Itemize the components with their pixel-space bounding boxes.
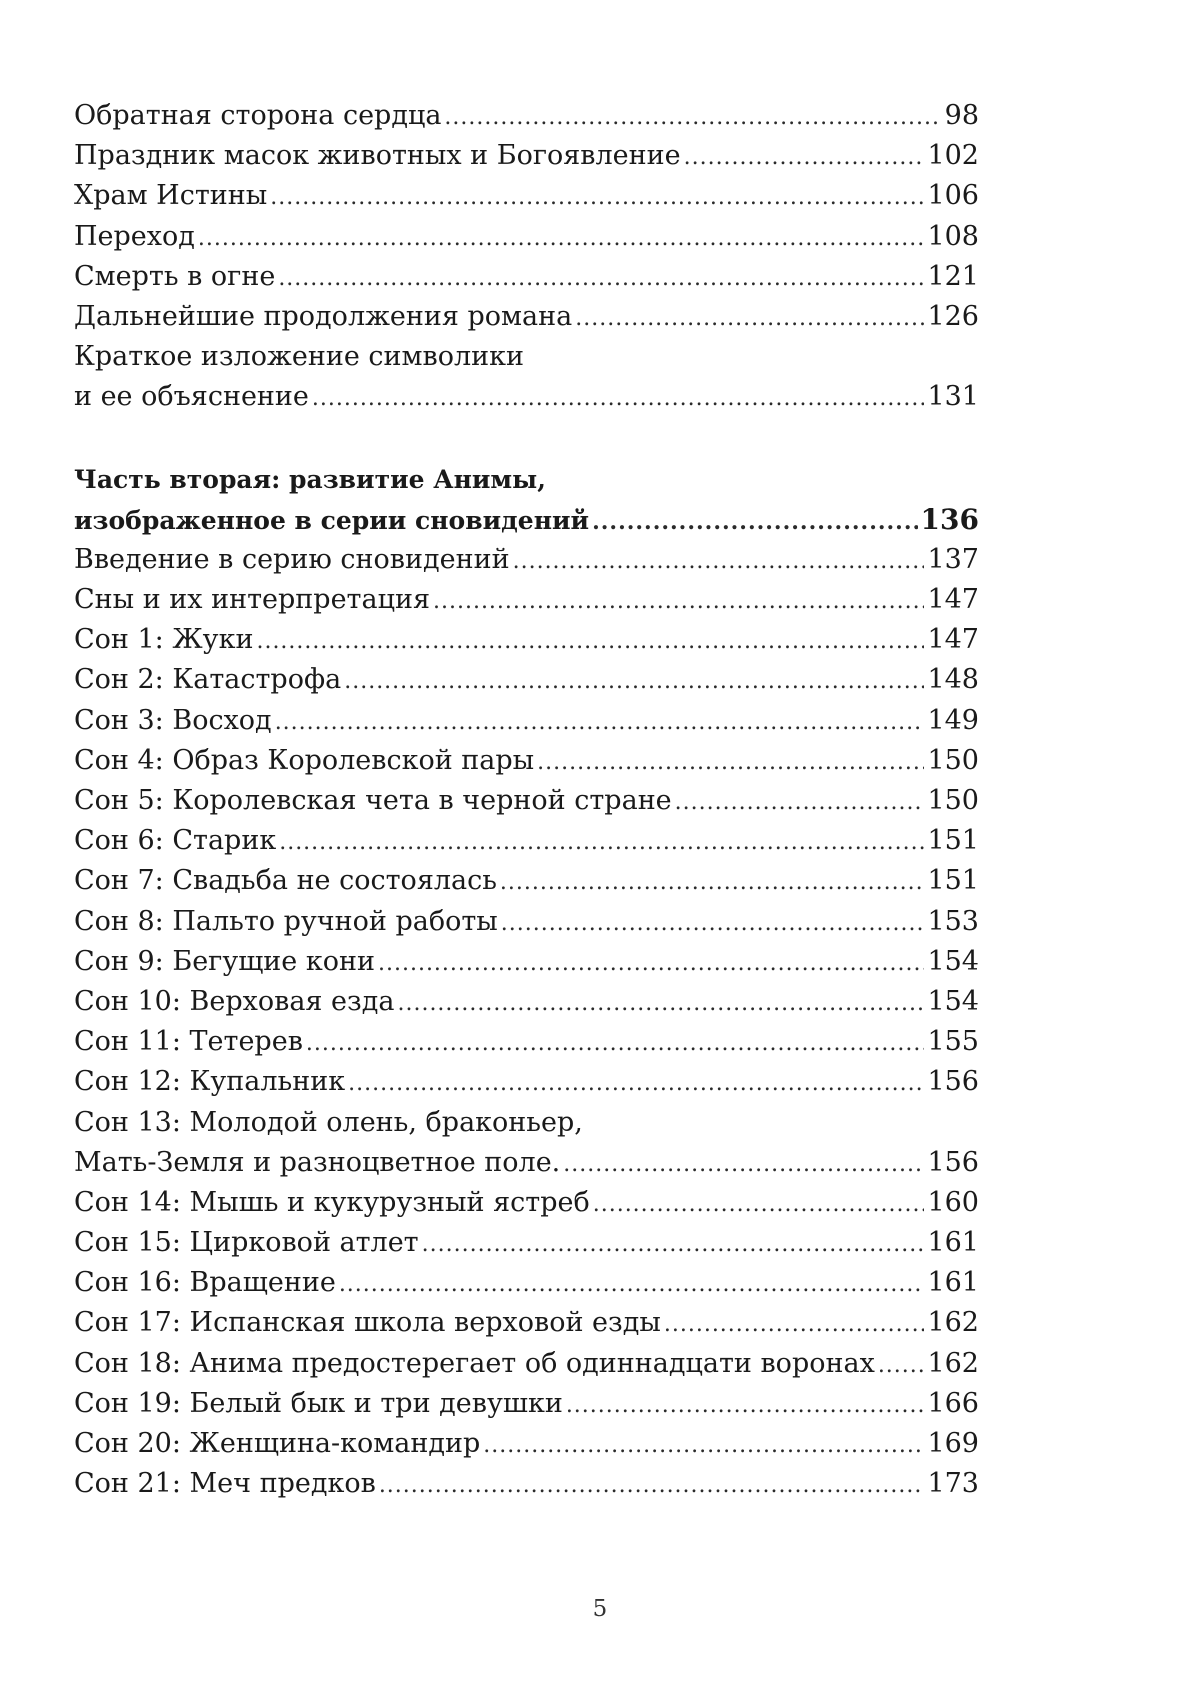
toc-entry-title: и ее объяснение <box>74 381 309 413</box>
toc-entry-title: Сон 7: Свадьба не состоялась <box>74 865 497 897</box>
toc-entry-title: Смерть в огне <box>74 260 276 292</box>
dot-leader <box>379 1466 925 1506</box>
toc-entry-page: 155 <box>927 1026 979 1058</box>
toc-entry-page: 149 <box>927 704 979 736</box>
toc-entry-title: Праздник масок животных и Богоявление <box>74 140 681 172</box>
toc-entry-title: Сон 9: Бегущие кони <box>74 945 375 977</box>
toc-entry-title: Переход <box>74 220 195 252</box>
toc-entry-page: 150 <box>927 744 979 776</box>
table-of-contents <box>74 96 979 1504</box>
toc-entry <box>74 620 979 660</box>
toc-entry-page: 153 <box>927 905 979 937</box>
toc-entry-title: Сон 12: Купальник <box>74 1066 346 1098</box>
dot-leader <box>500 863 925 903</box>
toc-entry-page: 121 <box>927 260 979 292</box>
toc-entry <box>74 297 979 337</box>
toc-entry <box>74 861 979 901</box>
dot-leader <box>275 703 925 743</box>
toc-entry <box>74 1183 979 1223</box>
toc-entry <box>74 1303 979 1343</box>
toc-entry-title: Сон 11: Тетерев <box>74 1026 303 1058</box>
dot-leader <box>513 542 925 582</box>
toc-entry <box>74 377 979 417</box>
dot-leader <box>878 1346 925 1386</box>
dot-leader <box>378 944 924 984</box>
toc-entry-page: 166 <box>927 1387 979 1419</box>
dot-leader <box>339 1265 925 1305</box>
part-heading <box>74 500 979 540</box>
toc-entry-page: 162 <box>927 1347 979 1379</box>
dot-leader <box>312 379 925 419</box>
toc-entry <box>74 257 979 297</box>
dot-leader <box>593 1185 925 1225</box>
toc-entry-page: 161 <box>927 1267 979 1299</box>
toc-entry-title: Сон 3: Восход <box>74 704 272 736</box>
dot-leader <box>575 299 924 339</box>
toc-entry-title: Сон 14: Мышь и кукурузный ястреб <box>74 1186 590 1218</box>
toc-entry-page: 126 <box>927 300 979 332</box>
dot-leader <box>397 984 924 1024</box>
dot-leader <box>592 502 917 542</box>
dot-leader <box>675 783 925 823</box>
toc-entry-title: Сон 10: Верховая езда <box>74 985 395 1017</box>
toc-entry-page: 131 <box>927 381 979 413</box>
toc-entry-page: 147 <box>927 624 979 656</box>
toc-entry-title: Сон 15: Цирковой атлет <box>74 1227 419 1259</box>
toc-entry-page: 98 <box>944 100 979 131</box>
part-heading-line: Часть вторая: развитие Анимы, <box>74 464 546 494</box>
toc-entry-title: Сон 18: Анима предостерегает об одиннадцати воронах <box>74 1347 875 1379</box>
toc-entry <box>74 701 979 741</box>
dot-leader <box>306 1024 925 1064</box>
toc-entry <box>74 781 979 821</box>
toc-entry-title: Сон 17: Испанская школа верховой езды <box>74 1307 661 1339</box>
toc-entry-page: 161 <box>927 1227 979 1259</box>
toc-entry <box>74 1464 979 1504</box>
toc-entry <box>74 1143 979 1183</box>
toc-entry-title-line: Сон 13: Молодой олень, браконьер, <box>74 1106 583 1138</box>
toc-entry <box>74 902 979 942</box>
toc-entry <box>74 1424 979 1464</box>
toc-entry <box>74 580 979 620</box>
dot-leader <box>664 1305 925 1345</box>
toc-entry <box>74 660 979 700</box>
toc-entry-title: Сон 2: Катастрофа <box>74 664 342 696</box>
toc-entry-title: Сон 5: Королевская чета в черной стране <box>74 785 672 816</box>
toc-entry <box>74 942 979 982</box>
dot-leader <box>444 98 941 138</box>
toc-entry <box>74 540 979 580</box>
toc-entry-page: 162 <box>927 1307 979 1339</box>
toc-entry <box>74 1344 979 1384</box>
toc-entry-page: 151 <box>927 825 979 857</box>
toc-entry-page: 108 <box>927 220 979 252</box>
dot-leader <box>270 178 924 218</box>
toc-entry-title: Сон 4: Образ Королевской пары <box>74 744 535 776</box>
toc-entry-title: Мать-Земля и разноцветное поле. <box>74 1146 561 1178</box>
dot-leader <box>256 622 924 662</box>
toc-entry-title-line: Краткое изложение символики <box>74 341 524 373</box>
page-number: 5 <box>592 1596 608 1622</box>
toc-entry-page: 151 <box>927 865 979 897</box>
dot-leader <box>483 1426 924 1466</box>
toc-entry <box>74 1223 979 1263</box>
toc-entry-page: 148 <box>927 664 979 696</box>
toc-entry-title: Сон 19: Белый бык и три девушки <box>74 1387 563 1419</box>
toc-entry-page: 147 <box>927 584 979 616</box>
toc-entry <box>74 821 979 861</box>
part-heading-title: изображенное в серии сновидений <box>74 505 590 535</box>
toc-entry-title: Сон 1: Жуки <box>74 624 254 656</box>
toc-entry-title: Сон 16: Вращение <box>74 1267 336 1299</box>
toc-entry-page: 102 <box>927 140 979 172</box>
toc-entry-page: 156 <box>927 1066 979 1098</box>
toc-entry <box>74 1263 979 1303</box>
dot-leader <box>684 138 925 178</box>
dot-leader <box>501 904 925 944</box>
toc-entry <box>74 1022 979 1062</box>
toc-entry <box>74 741 979 781</box>
toc-entry-page: 160 <box>927 1186 979 1218</box>
toc-entry-title: Введение в серию сновидений <box>74 543 510 575</box>
dot-leader <box>422 1225 925 1265</box>
dot-leader <box>566 1386 925 1426</box>
toc-entry-title: Сон 8: Пальто ручной работы <box>74 905 498 937</box>
toc-entry <box>74 176 979 216</box>
toc-entry-page: 137 <box>927 543 979 575</box>
dot-leader <box>348 1064 924 1104</box>
part-heading-page: 136 <box>920 502 979 536</box>
toc-entry-page: 150 <box>927 785 979 816</box>
toc-entry <box>74 1384 979 1424</box>
toc-entry-page: 173 <box>927 1468 979 1500</box>
toc-entry-page: 154 <box>927 985 979 1017</box>
toc-entry-page: 106 <box>927 180 979 212</box>
toc-entry-title: Храм Истины <box>74 180 268 212</box>
dot-leader <box>344 662 924 702</box>
dot-leader <box>198 219 925 259</box>
toc-entry-title: Сон 21: Меч предков <box>74 1468 376 1500</box>
toc-entry-page: 169 <box>927 1428 979 1459</box>
dot-leader <box>563 1145 924 1185</box>
dot-leader <box>278 259 924 299</box>
toc-entry-title: Сны и их интерпретация <box>74 584 430 616</box>
toc-entry <box>74 96 979 136</box>
toc-entry-title: Дальнейшие продолжения романа <box>74 300 573 332</box>
toc-entry <box>74 136 979 176</box>
toc-entry <box>74 1062 979 1102</box>
toc-entry <box>74 217 979 257</box>
dot-leader <box>433 582 924 622</box>
toc-entry-title: Сон 6: Старик <box>74 825 277 857</box>
toc-entry-page: 156 <box>927 1146 979 1178</box>
dot-leader <box>279 823 924 863</box>
toc-entry-title: Обратная сторона сердца <box>74 100 442 131</box>
toc-entry-page: 154 <box>927 945 979 977</box>
dot-leader <box>537 743 924 783</box>
toc-entry-title: Сон 20: Женщина-командир <box>74 1428 481 1459</box>
toc-entry <box>74 982 979 1022</box>
